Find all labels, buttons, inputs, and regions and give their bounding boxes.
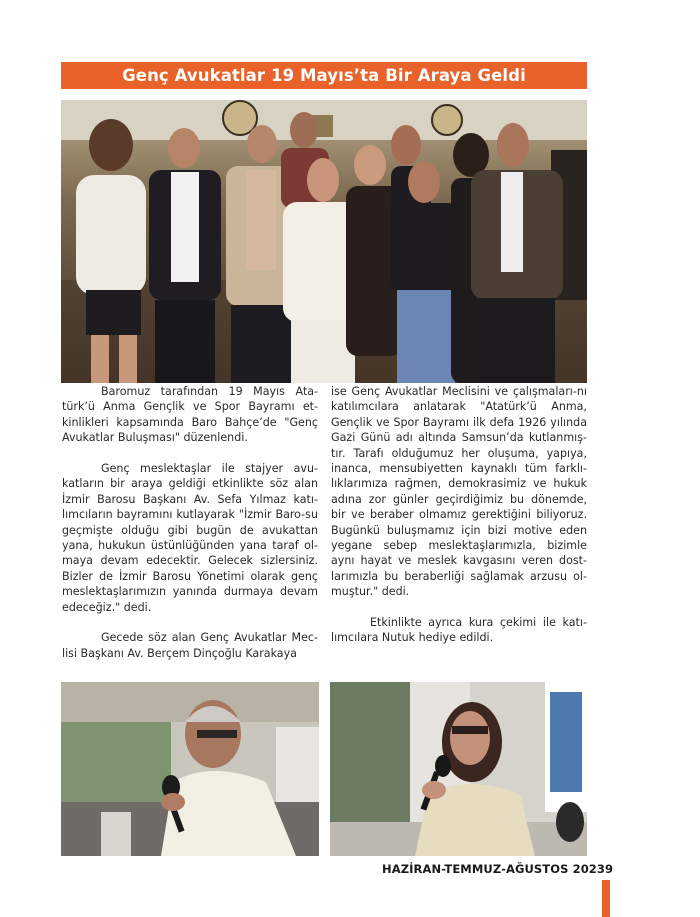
page-accent-bar	[602, 880, 610, 917]
paragraph: Genç meslektaşlar ile stajyer avu-katların bir araya geldiği etkinlikte söz alan İzmir Barosu Başkanı Av. Sefa Yılmaz katı-lımcıların bayramını kutlayarak "İzmir Baro-su geçmişte olduğu gibi bugün de avukattan yana, hukukun üstünlüğünden yana taraf ol-maya devam edecektir. Gelecek sizlersiniz. Bizler de İzmir Barosu Yönetimi olarak genç meslektaşlarımızın yanında durmaya devam edeceğiz." dedi.	[62, 462, 318, 614]
paragraph: Baromuz tarafından 19 Mayıs Ata-türk’ü Anma Gençlik ve Spor Bayramı et-kinlikleri kapsamında Baro Bahçe’de "Genç Avukatlar Buluşması" düzenlendi.	[62, 385, 318, 445]
page-number: 9	[605, 862, 614, 876]
paragraph: ise Genç Avukatlar Meclisini ve çalışmaları-nı katılımcılara anlatarak "Atatürk’ü Anma, Gençlik ve Spor Bayramı ilk defa 1926 yılında Gazi Günü adı altında Samsun’da kutlanmış-tır. Tarafı olduğumuz her oluşuma, yapıya, inanca, mensubiyetten kaynaklı tüm farklı-lıklarımıza rağmen, demokrasimiz ve hukuk adına zor günler geçirdiğimiz bu dönemde, bir ve beraber olmamız gerektiğini biliyoruz. Bugünkü buluşmamız için bizi motive eden yegane sebep meslektaşlarımızla, bizimle aynı hayat ve meslek kavgasını veren dost-larımızla bu beraberliği sağlamak arzusu ol-muştur." dedi.	[331, 385, 587, 599]
paragraph: Etkinlikte ayrıca kura çekimi ile katı-lımcılara Nutuk hediye edildi.	[331, 616, 587, 645]
speaker-photo-man	[61, 682, 319, 856]
article-title: Genç Avukatlar 19 Mayıs’ta Bir Araya Geldi	[122, 66, 526, 85]
article-column-right	[331, 384, 587, 661]
article-title-bar	[61, 62, 587, 89]
speaker-photo-woman	[330, 682, 587, 856]
group-photo	[61, 100, 587, 383]
issue-label: HAZİRAN-TEMMUZ-AĞUSTOS 2023	[382, 862, 606, 876]
paragraph: Gecede söz alan Genç Avukatlar Mec-lisi Başkanı Av. Berçem Dinçoğlu Karakaya	[62, 631, 318, 660]
article-column-left	[62, 384, 318, 677]
